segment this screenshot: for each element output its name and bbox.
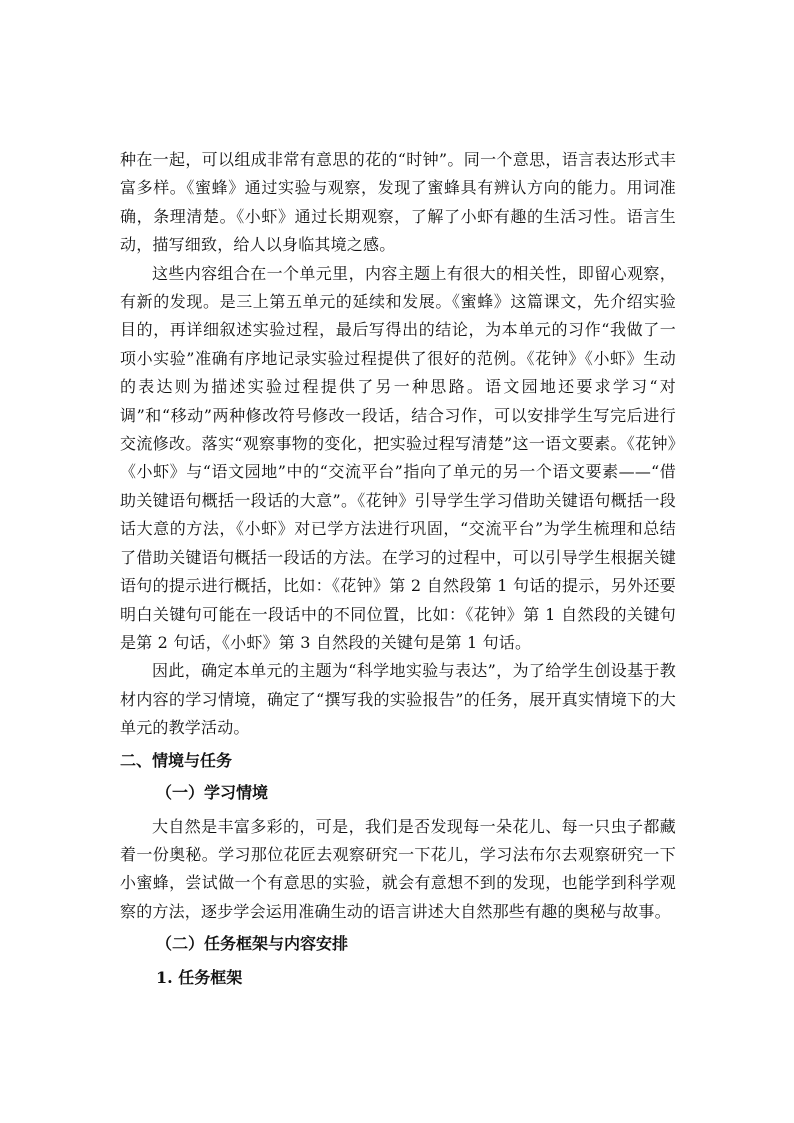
subsection-heading-task-framework: （二）任务框架与内容安排 — [156, 934, 349, 954]
paragraph-unit-analysis: 这些内容组合在一个单元里，内容主题上有很大的相关性，即留心观察，有新的发现。是三上第五单元的延续和发展。《蜜蜂》这篇课文，先介绍实验目的，再详细叙述实验过程，最后写得出的结论，为本单元的习作“我做了一项小实验”准确有序地记录实验过程提供了很好的范例。《花钟》《小虾》生动的表达则为描述实验过程提供了另一种思路。语文园地还要求学习“对调”和“移动”两种修改符号修改一段话，结合习作，可以安排学生写完后进行交流修改。落实“观察事物的变化，把实验过程写清楚”这一语文要素。《花钟》《小虾》与“语文园地”中的“交流平台”指向了单元的另一个语文要素——“借助关键语句概括一段话的大意”。《花钟》引导学生学习借助关键语句概括一段话大意的方法，《小虾》对已学方法进行巩固，“交流平台”为学生梳理和总结了借助关键语句概括一段话的方法。在学习的过程中，可以引导学生根据关键语句的提示进行概括，比如：《花钟》第 2 自然段第 1 句话的提示，另外还要明白关键句可能在一段话中的不同位置，比如：《花钟》第 1 自然段的关键句是第 2 句话，《小虾》第 3 自然段的关键句是第 1 句话。 — [120, 263, 676, 652]
paragraph-continuation: 种在一起，可以组成非常有意思的花的“时钟”。同一个意思，语言表达形式丰富多样。《蜜蜂》通过实验与观察，发现了蜜蜂具有辨认方向的能力。用词准确，条理清楚。《小虾》通过长期观察，了解了小虾有趣的生活习性。语言生动，描写细致，给人以身临其境之感。 — [120, 150, 676, 255]
item-heading-task-framework: 1. 任务框架 — [156, 968, 243, 988]
paragraph-learning-context: 大自然是丰富多彩的，可是，我们是否发现每一朵花儿、每一只虫子都藏着一份奥秘。学习那位花匠去观察研究一下花儿，学习法布尔去观察研究一下小蜜蜂，尝试做一个有意思的实验，就会有意想不到的发现，也能学到科学观察的方法，逐步学会运用准确生动的语言讲述大自然那些有趣的奥秘与故事。 — [120, 816, 676, 921]
section-heading-context-task: 二、情境与任务 — [120, 750, 233, 770]
document-page — [120, 146, 676, 993]
subsection-heading-learning-context: （一）学习情境 — [156, 782, 269, 802]
paragraph-unit-theme: 因此，确定本单元的主题为“科学地实验与表达”，为了给学生创设基于教材内容的学习情境，确定了“撰写我的实验报告”的任务，展开真实情境下的大单元的教学活动。 — [120, 661, 676, 738]
